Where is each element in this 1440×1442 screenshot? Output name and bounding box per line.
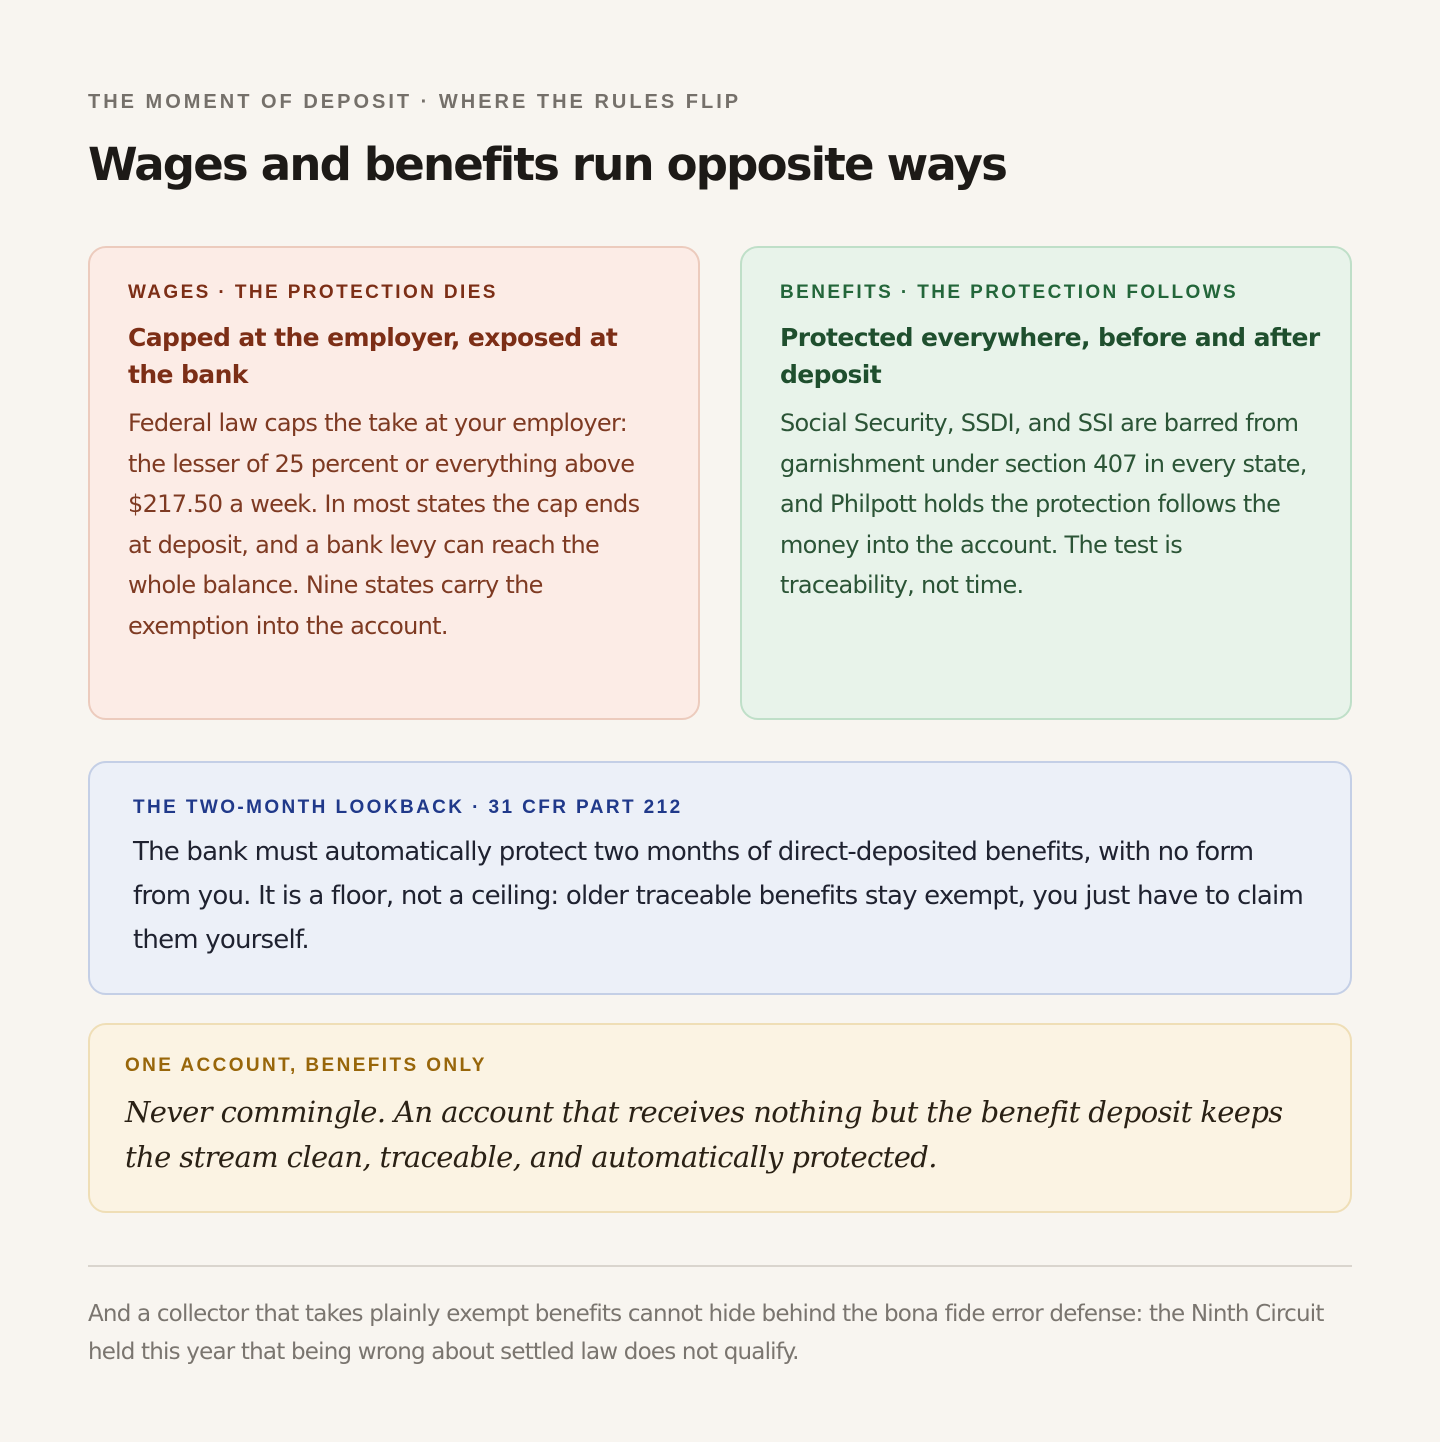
benefits-body: Social Security, SSDI, and SSI are barred from garnishment under section 407 in every state, and Philpott holds the protection follows the money into the account. The test is traceability, not time.: [780, 409, 1307, 599]
account-tag: ONE ACCOUNT, BENEFITS ONLY: [125, 1055, 487, 1076]
benefits-tag: BENEFITS · THE PROTECTION FOLLOWS: [780, 282, 1239, 303]
wages-body: Federal law caps the take at your employer: the lesser of 25 percent or everything above $217.50 a week. In most states the cap ends at deposit, and a bank levy can reach the whole balance. Nine states carry the exemption into the account.: [128, 409, 640, 640]
account-quote: Never commingle. An account that receives nothing but the benefit deposit keeps the stream clean, traceable, and automatically protected.: [125, 1095, 1283, 1174]
footnote: And a collector that takes plainly exempt benefits cannot hide behind the bona fide error defense: the Ninth Circuit held this year that being wrong about settled law does not qualify.: [88, 1301, 1324, 1365]
wages-tag: WAGES · THE PROTECTION DIES: [128, 282, 498, 303]
lookback-tag: THE TWO-MONTH LOOKBACK · 31 CFR PART 212: [133, 797, 683, 818]
divider: [88, 1265, 1352, 1267]
lookback-body: The bank must automatically protect two months of direct-deposited benefits, with no form from you. It is a floor, not a ceiling: older traceable benefits stay exempt, you just have to claim them yourself.: [133, 837, 1303, 955]
wages-title: Capped at the employer, exposed at the bank: [128, 323, 618, 389]
eyebrow: THE MOMENT OF DEPOSIT · WHERE THE RULES FLIP: [88, 91, 742, 113]
page-title: Wages and benefits run opposite ways: [88, 138, 1007, 191]
benefits-title: Protected everywhere, before and after deposit: [780, 323, 1320, 389]
